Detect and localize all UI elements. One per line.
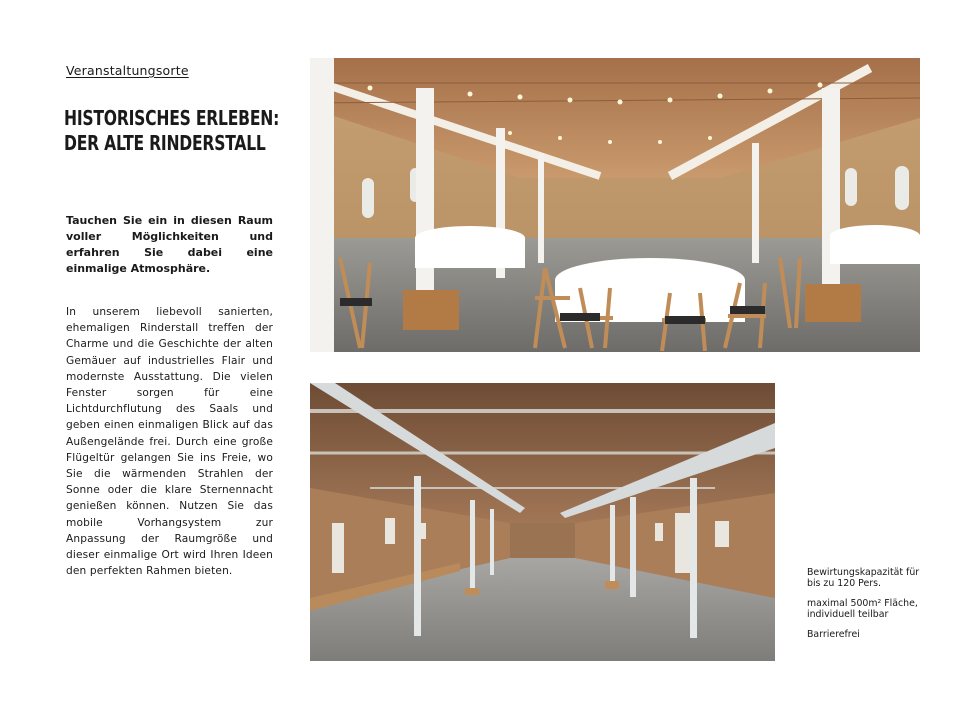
- headline-line-2: DER ALTE RINDERSTALL: [64, 131, 266, 155]
- section-label: Veranstaltungsorte: [66, 63, 189, 78]
- body-paragraph: In unserem liebevoll sanierten, ehemaligen Rinderstall treffen der Charme und die Geschichte der alten Gemäuer auf industrielles Flair und modernste Ausstattung. Die vielen Fenster sorgen für eine Lichtdurchflutung des Saals und geben einen einmaligen Blick auf das Außengelände frei. Durch eine große Flügeltür gelangen Sie ins Freie, wo Sie die wärmenden Strahlen der Sonne oder die klare Sternennacht genießen können. Nutzen Sie das mobile Vorhangsystem zur Anpassung der Raumgröße und dieser einmalige Ort wird Ihren Ideen den perfekten Rahmen bieten.: [66, 306, 273, 578]
- headline-line-1: HISTORISCHES ERLEBEN:: [64, 106, 280, 130]
- capacity-fact: Bewirtungskapazität für bis zu 120 Pers.: [807, 567, 920, 589]
- area-fact: maximal 500m² Fläche, individuell teilbar: [807, 598, 918, 620]
- venue-facts: [807, 568, 927, 651]
- empty-hall-illustration: [310, 383, 775, 661]
- accessibility-fact: Barrierefrei: [807, 629, 860, 641]
- page-headline: [64, 106, 279, 156]
- empty-hall-photo: [310, 383, 775, 661]
- banquet-hall-illustration: [310, 58, 920, 352]
- banquet-hall-photo: [310, 58, 920, 352]
- intro-paragraph: Tauchen Sie ein in diesen Raum voller Möglichkeiten und erfahren Sie dabei eine einmalige Atmosphäre.: [66, 214, 273, 275]
